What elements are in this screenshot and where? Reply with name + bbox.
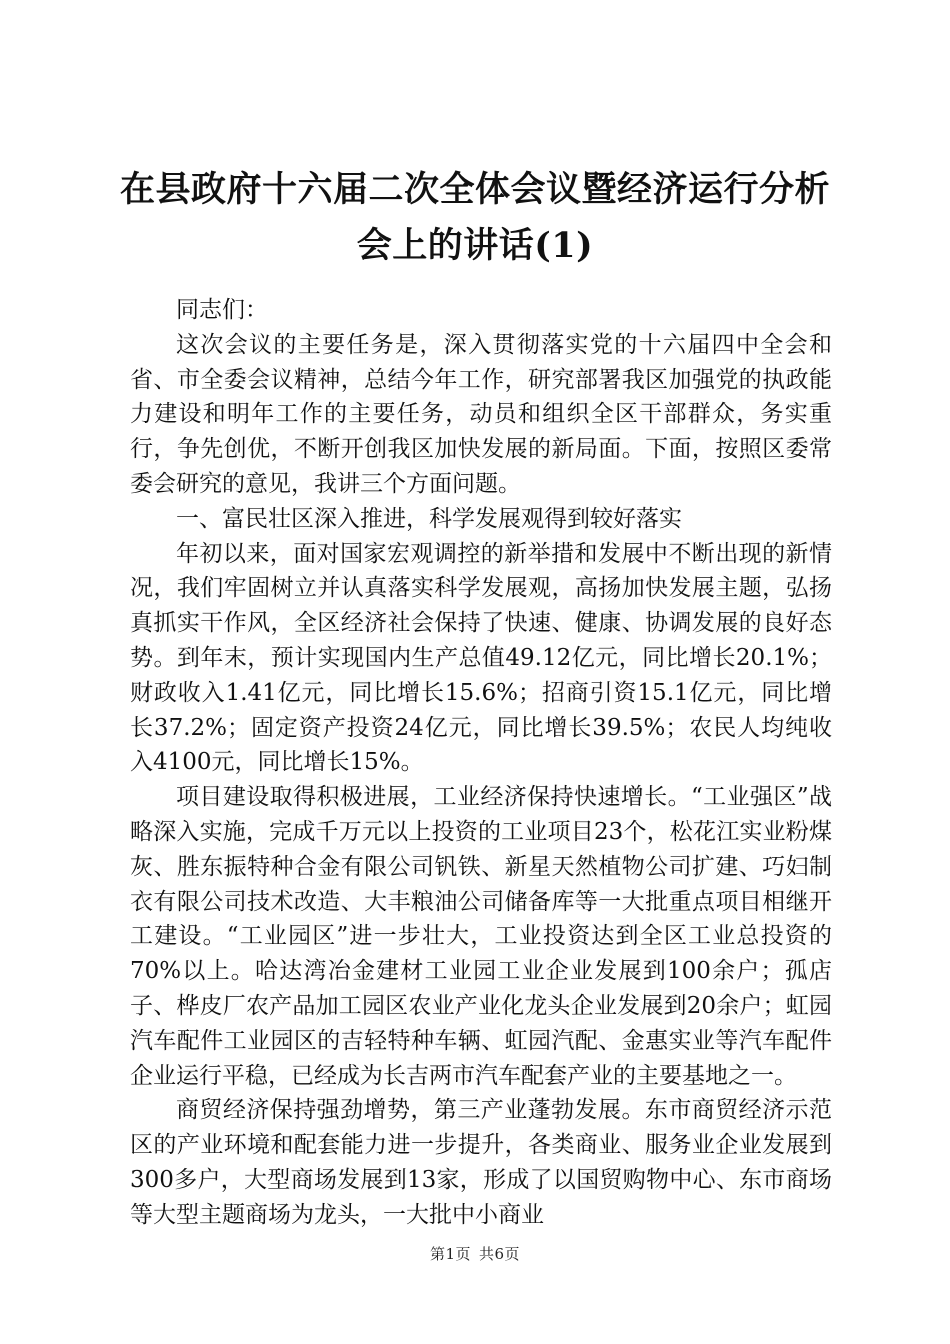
paragraph-intro: 这次会议的主要任务是，深入贯彻落实党的十六届四中全会和省、市全委会议精神，总结今年工作，研究部署我区加强党的执政能力建设和明年工作的主要任务，动员和组织全区干部群众，务实重行，争先创优，不断开创我区加快发展的新局面。下面，按照区委常委会研究的意见，我讲三个方面问题。 [130, 331, 832, 497]
page-total: 共6页 [479, 1245, 521, 1263]
page-footer [0, 1243, 950, 1264]
page-number: 第1页 [429, 1245, 471, 1263]
title-line-1: 在县政府十六届二次全体会议暨经济运行分析 [119, 169, 830, 210]
document-body [130, 293, 832, 1233]
paragraph-economy: 年初以来，面对国家宏观调控的新举措和发展中不断出现的新情况，我们牢固树立并认真落实科学发展观，高扬加快发展主题，弘扬真抓实干作风，全区经济社会保持了快速、健康、协调发展的良好态势。到年末，预计实现国内生产总值49.12亿元，同比增长20.1%；财政收入1.41亿元，同比增长15.6%；招商引资15.1亿元，同比增长37.2%；固定资产投资24亿元，同比增长39.5%；农民人均纯收入4100元，同比增长15%。 [130, 540, 832, 776]
document-title [100, 162, 850, 274]
section-heading: 一、富民壮区深入推进，科学发展观得到较好落实 [176, 505, 682, 532]
paragraph-commerce: 商贸经济保持强劲增势，第三产业蓬勃发展。东市商贸经济示范区的产业环境和配套能力进一步提升，各类商业、服务业企业发展到300多户，大型商场发展到13家，形成了以国贸购物中心、东市商场等大型主题商场为龙头，一大批中小商业 [130, 1097, 832, 1228]
title-line-2: 会上的讲话(1) [356, 225, 594, 266]
paragraph-industry: 项目建设取得积极进展，工业经济保持快速增长。“工业强区”战略深入实施，完成千万元以上投资的工业项目23个，松花江实业粉煤灰、胜东振特种合金有限公司钒铁、新星天然植物公司扩建、巧妇制衣有限公司技术改造、大丰粮油公司储备库等一大批重点项目相继开工建设。“工业园区”进一步壮大，工业投资达到全区工业总投资的70%以上。哈达湾冶金建材工业园工业企业发展到100余户；孤店子、桦皮厂农产品加工园区农业产业化龙头企业发展到20余户；虹园汽车配件工业园区的吉轻特种车辆、虹园汽配、金惠实业等汽车配件企业运行平稳，已经成为长吉两市汽车配套产业的主要基地之一。 [130, 784, 832, 1089]
greeting: 同志们： [176, 297, 268, 323]
